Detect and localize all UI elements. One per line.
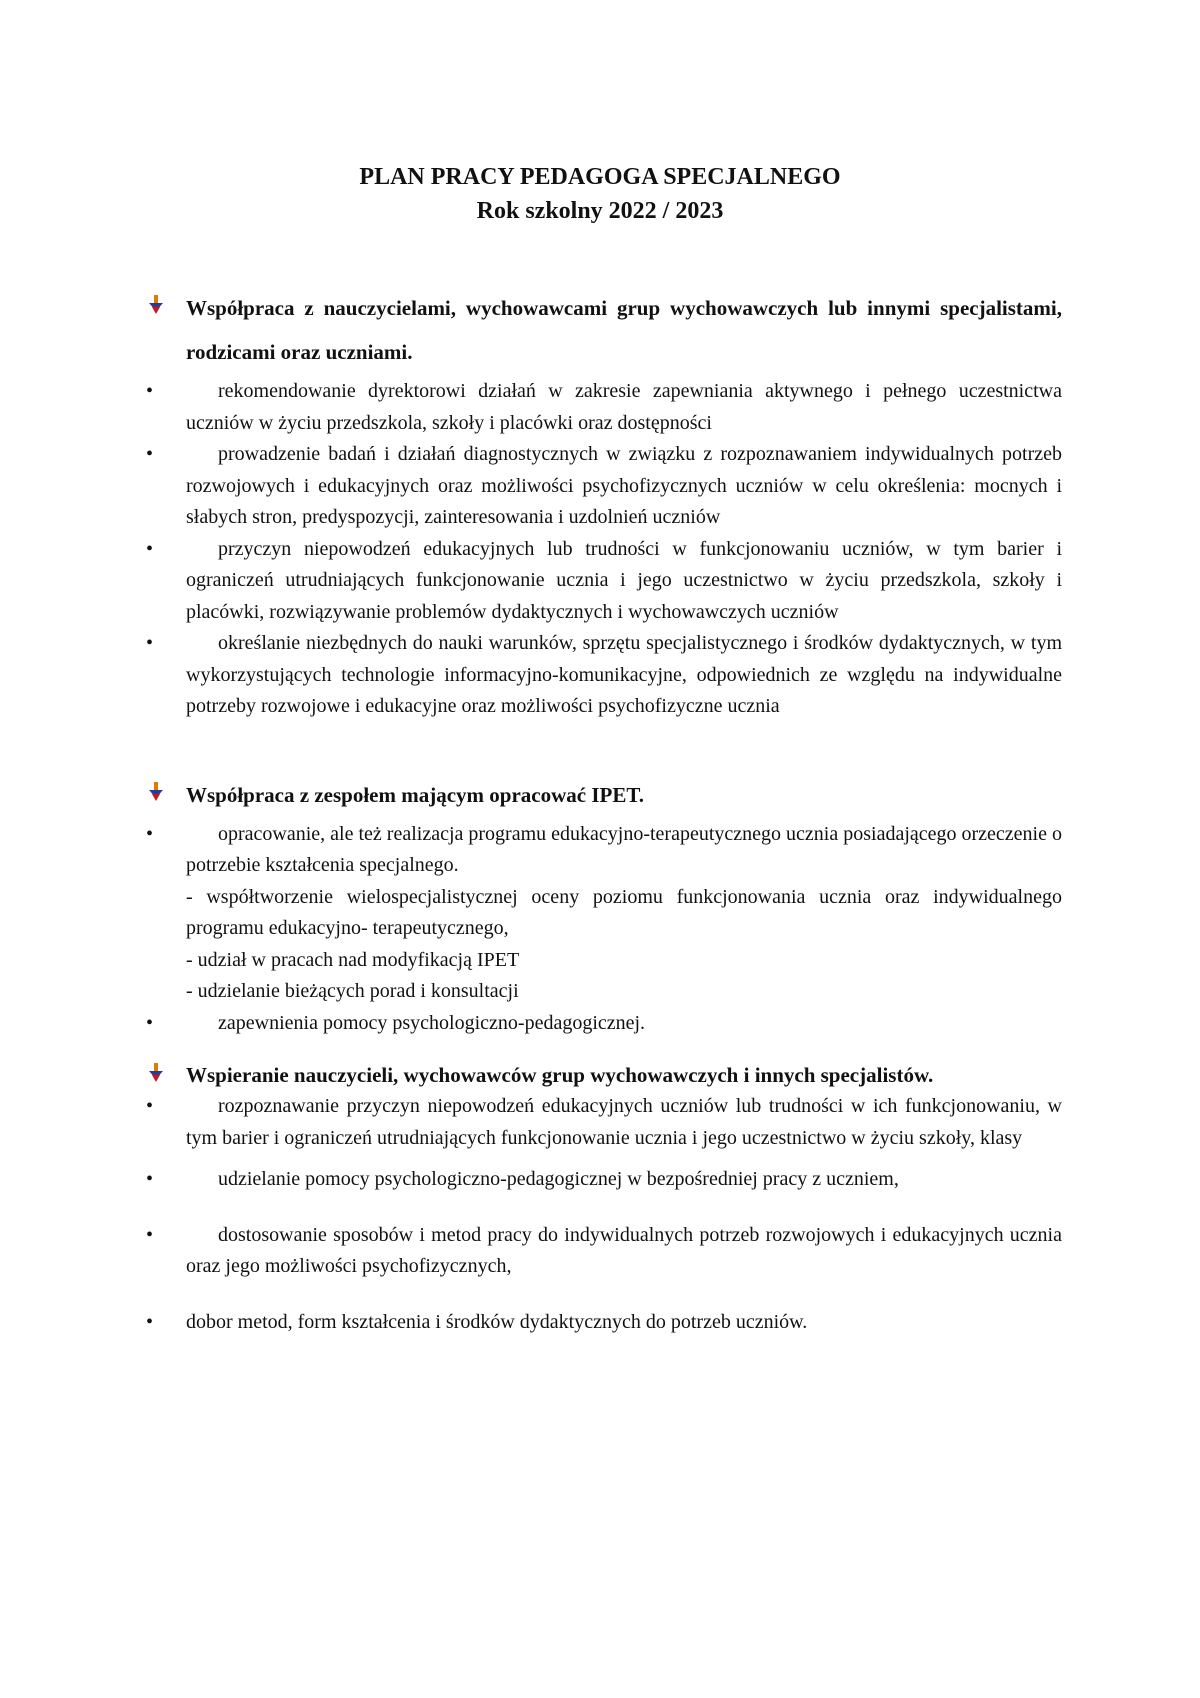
- item-list: [146, 376, 1062, 723]
- arrow-down-icon: [148, 1063, 164, 1083]
- bullet-icon: •: [146, 1223, 154, 1246]
- list-item-text: określanie niezbędnych do nauki warunków, sprzętu specjalistycznego i środków dydaktycznych, w tym wykorzystujących technologie informacyjno-komunikacyjne, odpowiednich ze względu na indywidualne potrzeby rozwojowe i edukacyjne oraz możliwości psychofizyczne ucznia: [186, 632, 1062, 717]
- bullet-icon: •: [146, 1310, 154, 1333]
- section-ipet: [146, 773, 1062, 1040]
- document-subtitle: Rok szkolny 2022 / 2023: [476, 198, 724, 224]
- list-item-text: prowadzenie badań i działań diagnostycznych w związku z rozpoznawaniem indywidualnych potrzeb rozwojowych i edukacyjnych oraz możliwości psychofizycznych uczniów w celu określenia: mocnych i słabych stron, predyspozycji, zainteresowania i uzdolnień uczniów: [186, 443, 1062, 528]
- list-item: [146, 1164, 1062, 1196]
- list-item: [146, 534, 1062, 629]
- section-support: [146, 1059, 1062, 1338]
- list-item: [146, 439, 1062, 534]
- section-heading: [146, 1059, 1062, 1091]
- document-title: PLAN PRACY PEDAGOGA SPECJALNEGO: [359, 164, 841, 190]
- list-item: [146, 376, 1062, 439]
- bullet-icon: •: [146, 1168, 154, 1190]
- list-item: [146, 1008, 1062, 1040]
- title-block: [0, 160, 1200, 228]
- list-item-text: przyczyn niepowodzeń edukacyjnych lub trudności w funkcjonowaniu uczniów, w tym barier i ograniczeń utrudniających funkcjonowanie ucznia i jego uczestnictwo w życiu przedszkola, szkoły i placówki, rozwiązywanie problemów dydaktycznych i wychowawczych uczniów: [186, 537, 1062, 623]
- arrow-down-icon: [148, 782, 164, 802]
- section-heading: [146, 773, 1062, 817]
- list-item: [146, 819, 1062, 882]
- bullet-icon: •: [146, 443, 154, 465]
- list-item-text: rozpoznawanie przyczyn niepowodzeń edukacyjnych uczniów lub trudności w ich funkcjonowaniu, w tym barier i ograniczeń utrudniających funkcjonowanie ucznia i jego uczestnictwo w życiu szkoły, klasy: [186, 1095, 1062, 1149]
- list-item-text: rekomendowanie dyrektorowi działań w zakresie zapewniania aktywnego i pełnego uczestnictwa uczniów w życiu przedszkola, szkoły i placówki oraz dostępności: [186, 380, 1062, 434]
- sub-item: [146, 882, 1062, 945]
- sub-item: [146, 945, 1062, 977]
- bullet-icon: •: [146, 537, 154, 560]
- list-item: [146, 628, 1062, 723]
- list-item: [146, 1307, 1062, 1339]
- sub-item-text: - udzielanie bieżących porad i konsultacji: [186, 980, 519, 1002]
- sub-item-text: - współtworzenie wielospecjalistycznej oceny poziomu funkcjonowania ucznia oraz indywidualnego programu edukacyjno- terapeutycznego,: [186, 885, 1062, 939]
- section-heading: [146, 286, 1062, 374]
- bullet-icon: •: [146, 380, 154, 402]
- section-heading-text: Współpraca z nauczycielami, wychowawcami grup wychowawczych lub innymi specjalistami, rodzicami oraz uczniami.: [186, 296, 1062, 364]
- bullet-icon: •: [146, 822, 154, 845]
- document-content: [146, 286, 1062, 1338]
- item-list: [146, 819, 1062, 1040]
- section-heading-text: Wspieranie nauczycieli, wychowawców grup wychowawczych i innych specjalistów.: [186, 1063, 934, 1087]
- bullet-icon: •: [146, 632, 154, 654]
- bullet-icon: •: [146, 1011, 154, 1034]
- section-heading-text: Współpraca z zespołem mającym opracować IPET.: [186, 782, 645, 807]
- list-item-text: dostosowanie sposobów i metod pracy do indywidualnych potrzeb rozwojowych i edukacyjnych ucznia oraz jego możliwości psychofizycznych,: [186, 1223, 1062, 1277]
- list-item-text: opracowanie, ale też realizacja programu edukacyjno-terapeutycznego ucznia posiadającego orzeczenie o potrzebie kształcenia specjalnego.: [186, 822, 1062, 876]
- sub-item-text: - udział w pracach nad modyfikacją IPET: [186, 948, 520, 971]
- list-item-text: zapewnienia pomocy psychologiczno-pedagogicznej.: [218, 1011, 646, 1034]
- section-cooperation: [146, 286, 1062, 723]
- list-item-text: udzielanie pomocy psychologiczno-pedagogicznej w bezpośredniej pracy z uczniem,: [218, 1168, 899, 1190]
- list-item-text: dobor metod, form kształcenia i środków dydaktycznych do potrzeb uczniów.: [186, 1310, 808, 1333]
- arrow-down-icon: [148, 295, 164, 315]
- item-list: [146, 1091, 1062, 1338]
- sub-item: [146, 976, 1062, 1008]
- bullet-icon: •: [146, 1095, 154, 1117]
- list-item: [146, 1091, 1062, 1154]
- list-item: [146, 1220, 1062, 1283]
